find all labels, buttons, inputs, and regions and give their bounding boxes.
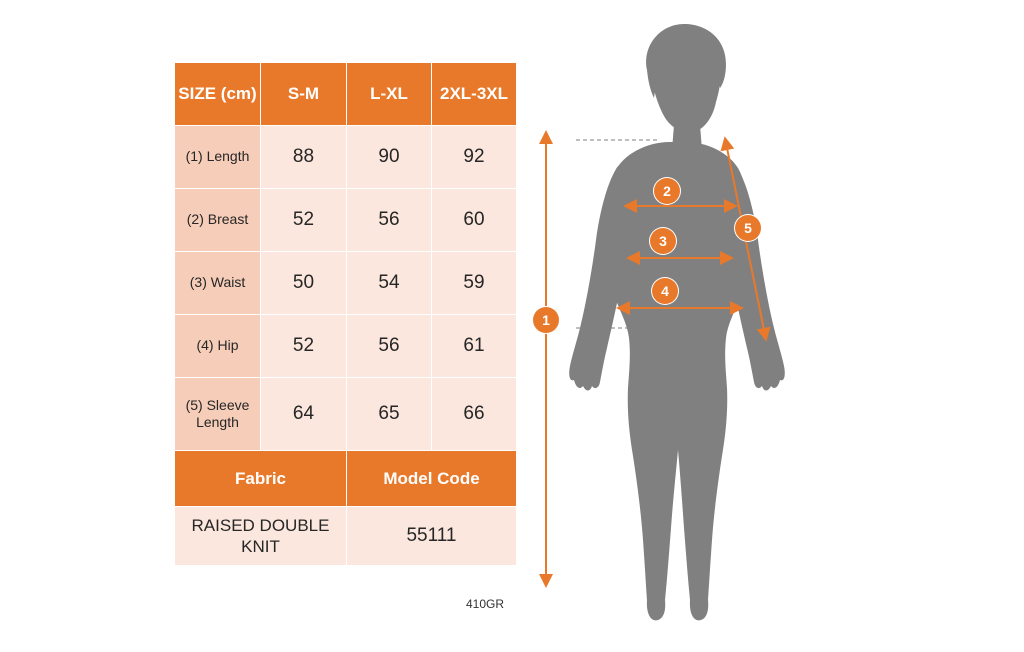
measure-marker-2: 2 bbox=[654, 178, 680, 204]
cell-hip-s-m: 52 bbox=[261, 315, 347, 378]
cell-breast-2xl-3xl: 60 bbox=[432, 189, 517, 252]
footer-header-fabric: Fabric bbox=[175, 451, 347, 507]
column-header-2xl-3xl: 2XL-3XL bbox=[432, 63, 517, 126]
table-row bbox=[175, 252, 517, 315]
row-label-sleeve-length: (5) Sleeve Length bbox=[175, 378, 261, 451]
fabric-weight-note: 410GR bbox=[466, 597, 505, 611]
cell-breast-s-m: 52 bbox=[261, 189, 347, 252]
measure-marker-4: 4 bbox=[652, 278, 678, 304]
table-row bbox=[175, 378, 517, 451]
table-row bbox=[175, 126, 517, 189]
cell-length-l-xl: 90 bbox=[347, 126, 432, 189]
row-label-breast: (2) Breast bbox=[175, 189, 261, 252]
table-header-row bbox=[175, 63, 517, 126]
measure-marker-5: 5 bbox=[735, 215, 761, 241]
row-label-hip: (4) Hip bbox=[175, 315, 261, 378]
cell-length-2xl-3xl: 92 bbox=[432, 126, 517, 189]
cell-waist-s-m: 50 bbox=[261, 252, 347, 315]
table-row bbox=[175, 189, 517, 252]
table-footer-header-row bbox=[175, 451, 517, 507]
table-footer-value-row bbox=[175, 507, 517, 566]
cell-waist-2xl-3xl: 59 bbox=[432, 252, 517, 315]
measurement-figure bbox=[530, 20, 870, 632]
column-header-l-xl: L-XL bbox=[347, 63, 432, 126]
footer-header-model-code: Model Code bbox=[347, 451, 517, 507]
female-silhouette-icon bbox=[530, 20, 870, 632]
column-header-s-m: S-M bbox=[261, 63, 347, 126]
row-label-waist: (3) Waist bbox=[175, 252, 261, 315]
size-chart-table bbox=[174, 62, 517, 566]
column-header-size: SIZE (cm) bbox=[175, 63, 261, 126]
footer-value-fabric: RAISED DOUBLE KNIT bbox=[175, 507, 347, 566]
measure-marker-1: 1 bbox=[533, 307, 559, 333]
measure-marker-3: 3 bbox=[650, 228, 676, 254]
cell-breast-l-xl: 56 bbox=[347, 189, 432, 252]
cell-sleeve-2xl-3xl: 66 bbox=[432, 378, 517, 451]
cell-length-s-m: 88 bbox=[261, 126, 347, 189]
cell-hip-2xl-3xl: 61 bbox=[432, 315, 517, 378]
cell-hip-l-xl: 56 bbox=[347, 315, 432, 378]
footer-value-model-code: 55111 bbox=[347, 507, 517, 566]
cell-sleeve-s-m: 64 bbox=[261, 378, 347, 451]
row-label-length: (1) Length bbox=[175, 126, 261, 189]
cell-sleeve-l-xl: 65 bbox=[347, 378, 432, 451]
cell-waist-l-xl: 54 bbox=[347, 252, 432, 315]
table-row bbox=[175, 315, 517, 378]
